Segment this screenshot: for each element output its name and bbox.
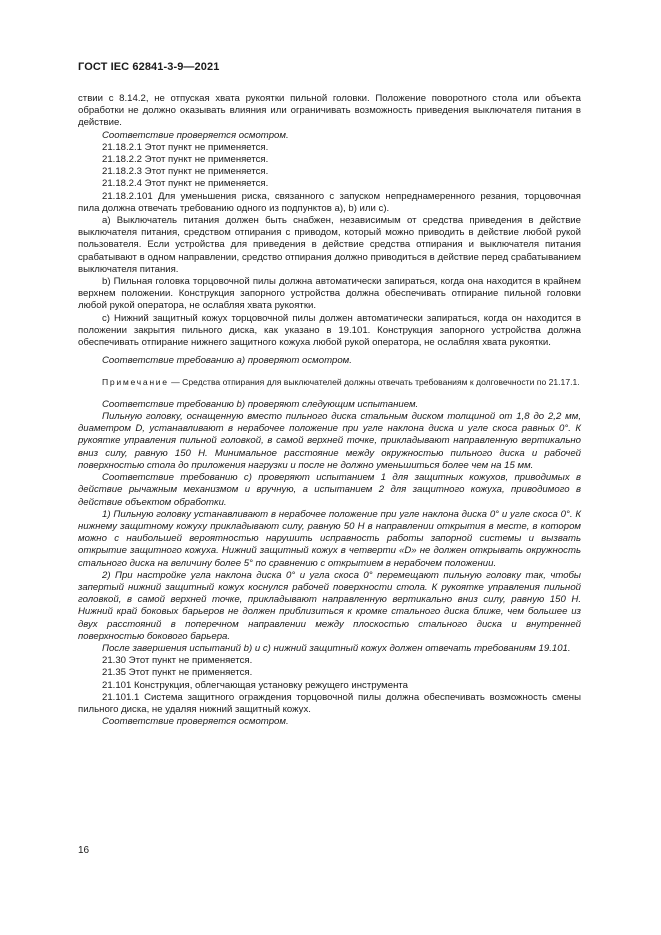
document-header: ГОСТ IEC 62841-3-9—2021	[78, 61, 220, 73]
paragraph-test-1: 1) Пильную головку устанавливают в нерабочее положение при угле наклона диска 0° и угле скоса 0°. К нижнему защитному кожуху прикладывают силу, равную 50 Н в направлении открытия в месте, в котором можно с наибольшей вероятностью нарушить исправность работы запорной системы и вызвать открытие защитного кожуха. Нижний защитный кожух в четверти «D» не должен открывать окружность стального диска на величину более 5° по сравнению с открытием в нерабочем положении.	[78, 508, 581, 569]
paragraph: 21.35 Этот пункт не применяется.	[102, 667, 253, 679]
document-body	[78, 93, 581, 728]
paragraph-compliance: Соответствие требованию с) проверяют испытанием 1 для защитных кожухов, приводимых в действие рычажным механизмом и вручную, а испытанием 2 для защитного кожуха, приводимого в действие объектом обработки.	[78, 472, 581, 508]
paragraph-item-a: а) Выключатель питания должен быть снабжен, независимым от средства приведения в действие выключателя питания, средством отпирания с приводом, который можно приводить в действие любой рукой пользователя. Если устройства для приведения в действие средства отпирания и выключателя питания срабатывают в одном направлении, средство отпирания должно приводиться в действие перед срабатыванием выключателя питания.	[78, 215, 581, 275]
paragraph-compliance: Соответствие проверяется осмотром.	[102, 129, 289, 141]
paragraph-test: Пильную головку, оснащенную вместо пильного диска стальным диском толщиной от 1,8 до 2,2 мм, диаметром D, устанавливают в нерабочее положение при угле наклона диска и угле скоса равных 0°. К рукоятке управления пильной головкой, в самой верхней точке, прикладывают направленную вертикально вниз силу, равную 150 Н. Минимальное расстояние между окружностью пильного диска и рабочей поверхностью стола до приложения нагрузки и после не должно уменьшиться более чем на 15 мм.	[78, 411, 581, 471]
paragraph: 21.18.2.4 Этот пункт не применяется.	[102, 178, 269, 190]
note-text: — Средства отпирания для выключателей должны отвечать требованиям к долговечности по 21.17.1.	[171, 377, 580, 388]
paragraph: ствии с 8.14.2, не отпуская хвата рукоятки пильной головки. Положение поворотного стола или объекта обработки не должно оказывать влияния или ограничивать возможность приведения выключателя питания в действие.	[78, 93, 581, 129]
paragraph-test-result: После завершения испытаний b) и с) нижний защитный кожух должен отвечать требованиям 19.101.	[102, 642, 571, 654]
paragraph-compliance: Соответствие проверяется осмотром.	[102, 716, 289, 728]
paragraph-compliance: Соответствие требованию а) проверяют осмотром.	[102, 355, 352, 367]
paragraph-item-c: с) Нижний защитный кожух торцовочной пилы должен автоматически запираться, когда он находится в положении закрытия пильного диска, как указано в 19.101. Конструкция запорного устройства должна обеспечивать отпирание нижнего защитного кожуха любой рукой оператора, не ослабляя хвата рукоятки.	[78, 312, 581, 349]
paragraph: 21.18.2.101 Для уменьшения риска, связанного с запуском непреднамеренного резания, торцовочная пила должна отвечать требованию одного из подпунктов а), b) или с).	[78, 190, 581, 214]
note-label: Примечание	[102, 377, 169, 388]
paragraph: 21.18.2.1 Этот пункт не применяется.	[102, 141, 269, 153]
page-number: 16	[78, 845, 90, 856]
paragraph: 21.18.2.2 Этот пункт не применяется.	[102, 154, 269, 166]
section-heading: 21.101 Конструкция, облегчающая установку режущего инструмента	[102, 679, 408, 691]
paragraph-compliance: Соответствие требованию b) проверяют следующим испытанием.	[102, 398, 419, 410]
paragraph-item-b: b) Пильная головка торцовочной пилы должна автоматически запираться, когда она находится в крайнем верхнем положении. Конструкция запорного устройства должна обеспечивать отпирание пильной головки любой рукой оператора, не ослабляя хвата рукоятки.	[78, 276, 581, 312]
paragraph: 21.18.2.3 Этот пункт не применяется.	[102, 166, 269, 178]
note	[78, 377, 581, 388]
paragraph: 21.101.1 Система защитного ограждения торцовочной пилы должна обеспечивать возможность смены пильного диска, не удаляя нижний защитный кожух.	[78, 691, 581, 715]
paragraph: 21.30 Этот пункт не применяется.	[102, 655, 253, 667]
paragraph-test-2: 2) При настройке угла наклона диска 0° и угла скоса 0° перемещают пильную головку так, чтобы запертый нижний защитный кожух коснулся рабочей поверхности стола. К рукоятке управления пильной головкой, в самой верхней точке, прикладывают направленную вертикально вниз силу, равную 150 Н. Нижний край боковых барьеров не должен приблизиться к кромке стального диска ближе, чем большее из двух расстояний в поперечном направлении между плоскостью стального диска и внутренней поверхностью бокового барьера.	[78, 569, 581, 642]
